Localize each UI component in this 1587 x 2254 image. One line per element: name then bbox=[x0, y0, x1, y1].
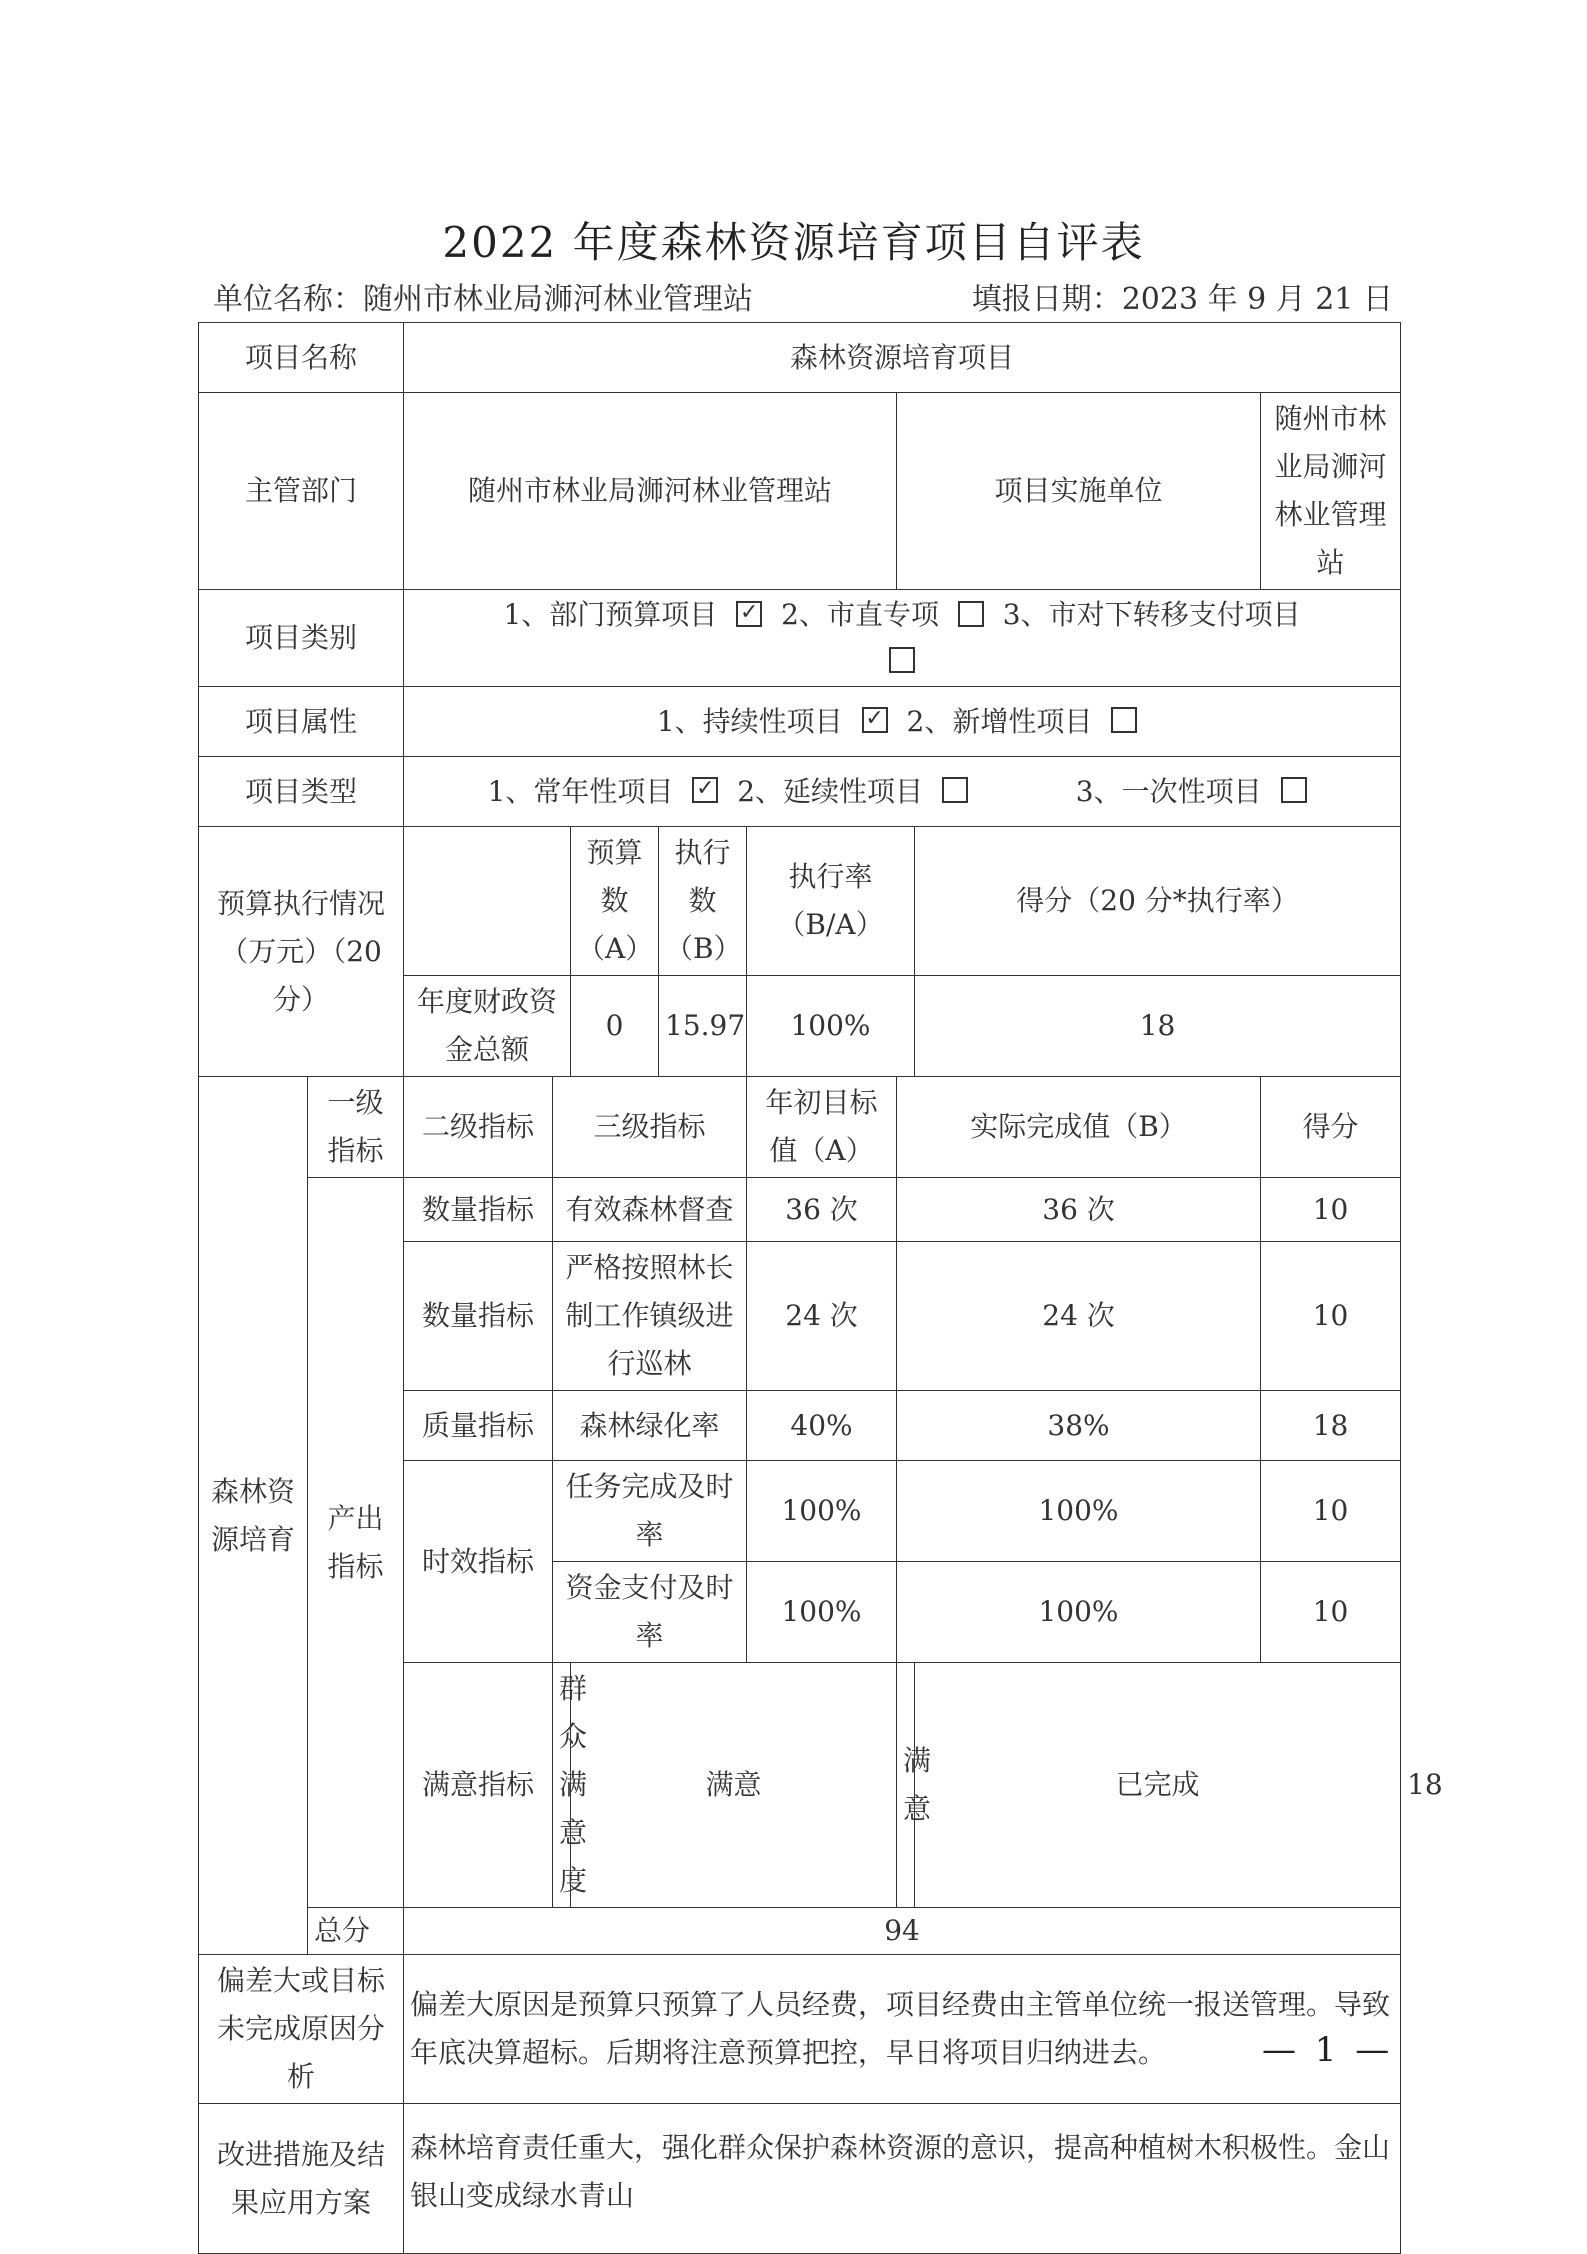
level2-cell: 时效指标 bbox=[404, 1461, 553, 1663]
actual-cell: 100% bbox=[897, 1562, 1261, 1663]
actual-cell: 38% bbox=[897, 1391, 1261, 1461]
level3-cell: 严格按照林长制工作镇级进行巡林 bbox=[553, 1242, 747, 1391]
checkbox-checked-icon: ✓ bbox=[862, 707, 888, 733]
checkbox-checked-icon: ✓ bbox=[692, 777, 718, 803]
total-value: 94 bbox=[404, 1908, 1401, 1955]
table-row bbox=[199, 1178, 1401, 1242]
actual-cell: 24 次 bbox=[897, 1242, 1261, 1391]
budget-b: 15.97 bbox=[659, 976, 747, 1077]
level2-cell: 数量指标 bbox=[404, 1178, 553, 1242]
row-total bbox=[199, 1908, 1401, 1955]
score-cell: 18 bbox=[1261, 1391, 1401, 1461]
budget-blank bbox=[404, 827, 571, 976]
row-deviation bbox=[199, 1955, 1401, 2104]
level2-cell: 群众满意度 bbox=[553, 1663, 571, 1908]
deviation-label: 偏差大或目标未完成原因分析 bbox=[199, 1955, 404, 2104]
target-cell: 24 次 bbox=[747, 1242, 897, 1391]
actual-cell: 100% bbox=[897, 1461, 1261, 1562]
category-option-1: 1、部门预算项目 bbox=[503, 598, 718, 631]
row-indicator-header bbox=[199, 1077, 1401, 1178]
attr-options bbox=[404, 687, 1401, 757]
indicator-section: 森林资源培育 bbox=[199, 1077, 308, 1955]
budget-rate: 100% bbox=[747, 976, 915, 1077]
budget-row-label: 年度财政资金总额 bbox=[404, 976, 571, 1077]
project-name-label: 项目名称 bbox=[199, 323, 404, 393]
level3-cell: 有效森林督查 bbox=[553, 1178, 747, 1242]
budget-col-b: 执行数（B） bbox=[659, 827, 747, 976]
target-cell: 40% bbox=[747, 1391, 897, 1461]
checkbox-empty-icon bbox=[942, 777, 968, 803]
impl-value: 随州市林业局浉河林业管理站 bbox=[1261, 393, 1401, 590]
budget-a: 0 bbox=[571, 976, 659, 1077]
page-title: 2022 年度森林资源培育项目自评表 bbox=[442, 218, 1145, 267]
checkbox-checked-icon: ✓ bbox=[736, 601, 762, 627]
level2-cell: 质量指标 bbox=[404, 1391, 553, 1461]
dept-value: 随州市林业局浉河林业管理站 bbox=[404, 393, 897, 590]
budget-score: 18 bbox=[915, 976, 1401, 1077]
budget-label: 预算执行情况（万元）（20 分） bbox=[199, 827, 404, 1077]
checkbox-empty-icon bbox=[1281, 777, 1307, 803]
score-cell: 10 bbox=[1261, 1461, 1401, 1562]
actual-cell: 36 次 bbox=[897, 1178, 1261, 1242]
indicator-h-level1: 一级指标 bbox=[308, 1077, 404, 1178]
score-cell: 10 bbox=[1261, 1562, 1401, 1663]
target-cell: 36 次 bbox=[747, 1178, 897, 1242]
indicator-h-score: 得分 bbox=[1261, 1077, 1401, 1178]
indicator-h-actual: 实际完成值（B） bbox=[897, 1077, 1261, 1178]
level3-cell: 满意 bbox=[571, 1663, 897, 1908]
row-category bbox=[199, 590, 1401, 687]
actual-cell: 已完成 bbox=[915, 1663, 1401, 1908]
output-indicator-label: 产出指标 bbox=[308, 1178, 404, 1908]
budget-col-rate: 执行率（B/A） bbox=[747, 827, 915, 976]
row-improvement bbox=[199, 2104, 1401, 2254]
category-label: 项目类别 bbox=[199, 590, 404, 687]
attr-option-1: 1、持续性项目 bbox=[656, 704, 843, 738]
indicator-h-level3: 三级指标 bbox=[553, 1077, 747, 1178]
target-cell: 满意 bbox=[897, 1663, 915, 1908]
level3-cell: 森林绿化率 bbox=[553, 1391, 747, 1461]
type-option-2: 2、延续性项目 bbox=[737, 774, 924, 808]
level3-cell: 资金支付及时率 bbox=[553, 1562, 747, 1663]
category-option-2: 2、市直专项 bbox=[781, 598, 939, 631]
row-department bbox=[199, 393, 1401, 590]
target-cell: 100% bbox=[747, 1461, 897, 1562]
category-options bbox=[404, 590, 1401, 687]
score-cell: 10 bbox=[1261, 1242, 1401, 1391]
row-project-name bbox=[199, 323, 1401, 393]
type-option-3: 3、一次性项目 bbox=[1075, 774, 1262, 808]
total-label: 总分 bbox=[308, 1908, 404, 1955]
unit-name: 单位名称：随州市林业局浉河林业管理站 bbox=[213, 282, 753, 317]
level3-cell: 任务完成及时率 bbox=[553, 1461, 747, 1562]
type-option-1: 1、常年性项目 bbox=[487, 774, 674, 808]
type-label: 项目类型 bbox=[199, 757, 404, 827]
row-budget-header bbox=[199, 827, 1401, 976]
dept-label: 主管部门 bbox=[199, 393, 404, 590]
project-name-value: 森林资源培育项目 bbox=[404, 323, 1401, 393]
indicator-h-level2: 二级指标 bbox=[404, 1077, 553, 1178]
budget-col-a: 预算数（A） bbox=[571, 827, 659, 976]
improve-label: 改进措施及结果应用方案 bbox=[199, 2104, 404, 2254]
row-type bbox=[199, 757, 1401, 827]
checkbox-empty-icon bbox=[958, 601, 984, 627]
indicator-h-target: 年初目标值（A） bbox=[747, 1077, 897, 1178]
budget-col-score: 得分（20 分*执行率） bbox=[915, 827, 1401, 976]
level2-cell: 数量指标 bbox=[404, 1242, 553, 1391]
improve-text: 森林培育责任重大，强化群众保护森林资源的意识，提高种植树木积极性。金山银山变成绿水青山 bbox=[404, 2104, 1401, 2254]
category-option-3: 3、市对下转移支付项目 bbox=[1002, 598, 1301, 631]
checkbox-empty-icon bbox=[889, 647, 915, 673]
table-row: 满意指标 群众满意度 满意 满意 已完成 18 bbox=[199, 1663, 1401, 1908]
checkbox-empty-icon bbox=[1111, 707, 1137, 733]
fill-date: 填报日期：2023 年 9 月 21 日 bbox=[971, 282, 1393, 317]
attr-label: 项目属性 bbox=[199, 687, 404, 757]
target-cell: 100% bbox=[747, 1562, 897, 1663]
satisfaction-indicator-label: 满意指标 bbox=[404, 1663, 553, 1908]
impl-label: 项目实施单位 bbox=[897, 393, 1261, 590]
score-cell: 10 bbox=[1261, 1178, 1401, 1242]
page-number: — 1 — bbox=[1262, 2030, 1394, 2070]
deviation-text: 偏差大原因是预算只预算了人员经费，项目经费由主管单位统一报送管理。导致年底决算超标。后期将注意预算把控，早日将项目归纳进去。 bbox=[404, 1955, 1401, 2104]
row-attribute bbox=[199, 687, 1401, 757]
evaluation-table bbox=[198, 322, 1443, 2254]
attr-option-2: 2、新增性项目 bbox=[906, 704, 1093, 738]
type-options bbox=[404, 757, 1401, 827]
